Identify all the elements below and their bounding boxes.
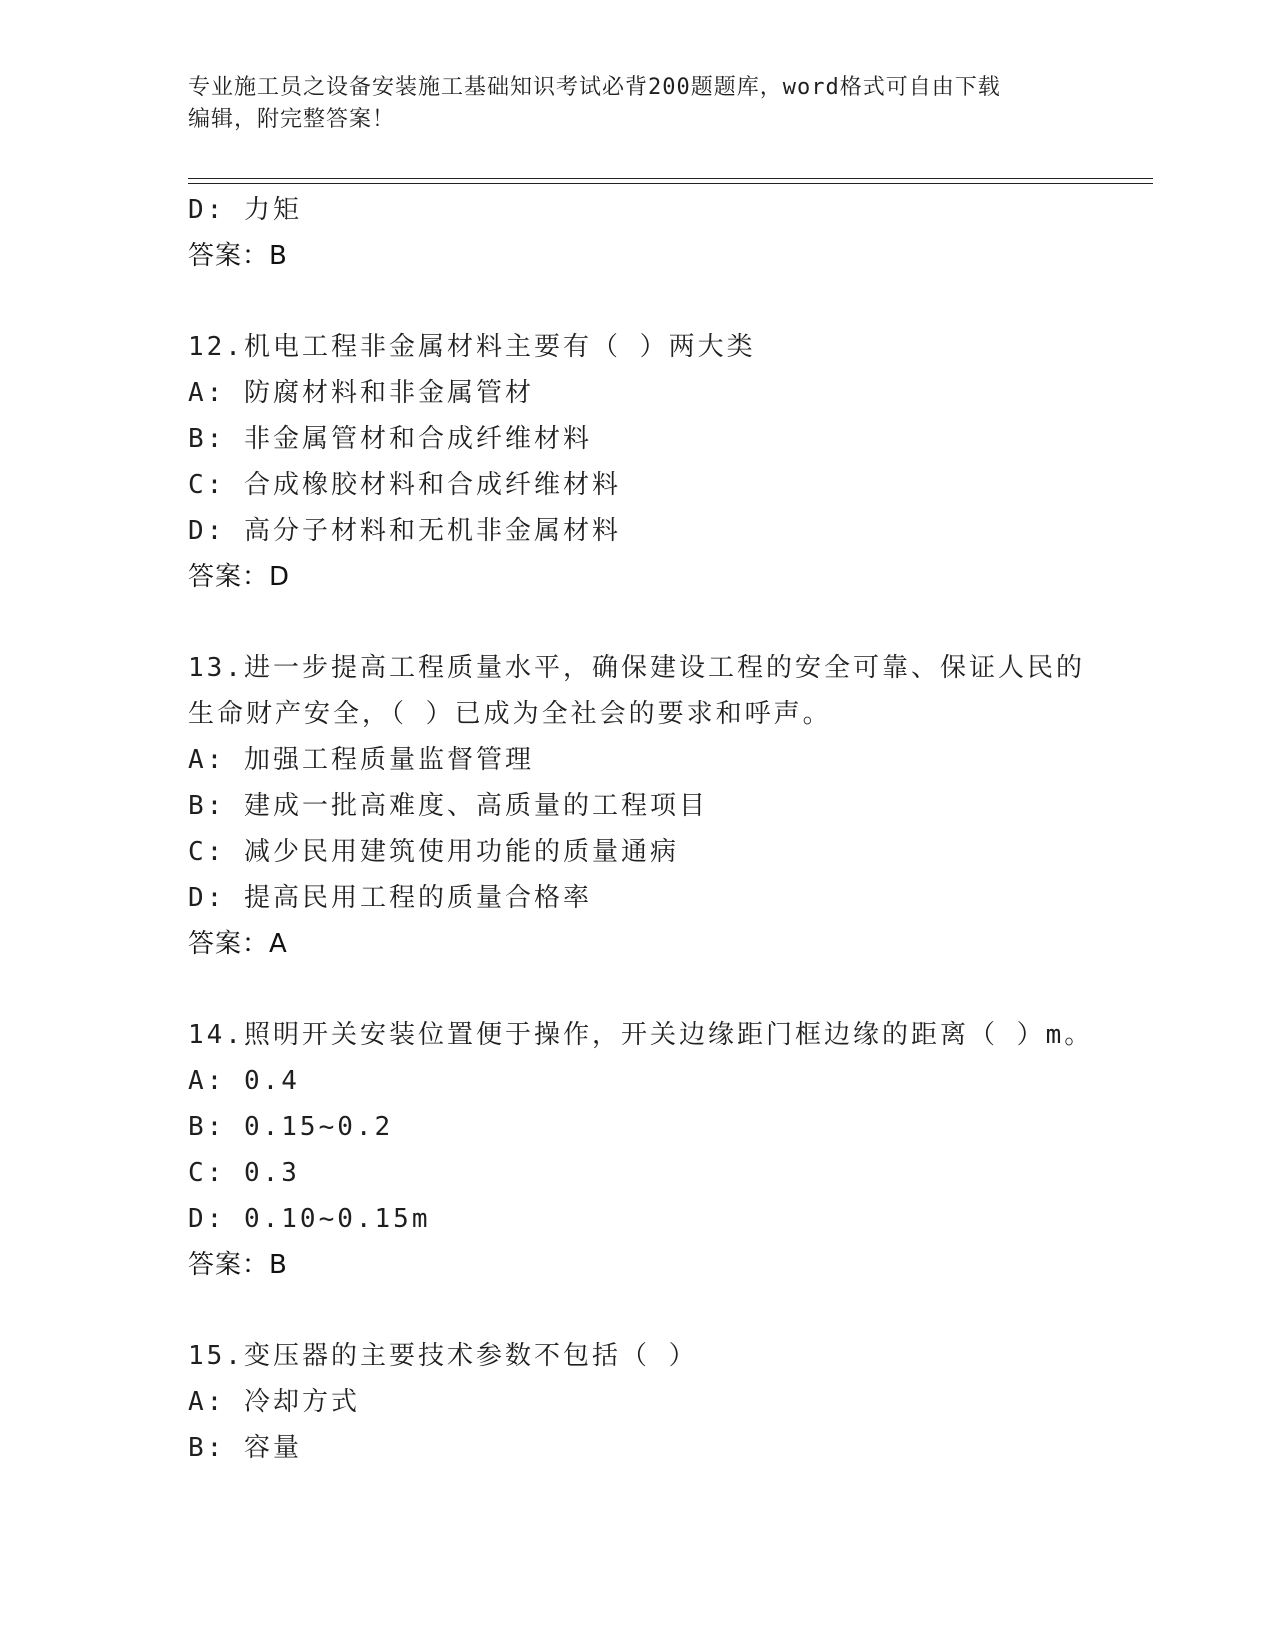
answer-line: 答案：B [188, 1250, 288, 1280]
question-text: 12.机电工程非金属材料主要有（ ）两大类 [188, 332, 756, 362]
question-12 [188, 324, 1088, 600]
option-b: B: 非金属管材和合成纤维材料 [188, 424, 592, 454]
document-header [188, 72, 1068, 136]
answer-line: 答案：D [188, 562, 291, 592]
spacer [188, 967, 1088, 1012]
question-text: 15.变压器的主要技术参数不包括（ ） [188, 1341, 698, 1371]
option-a: A: 0.4 [188, 1066, 300, 1096]
question-13 [188, 645, 1088, 967]
answer-line: 答案：B [188, 241, 288, 271]
question-14 [188, 1012, 1094, 1288]
option-d: D: 力矩 [188, 195, 302, 225]
question-text-line-2: 生命财产安全，（ ）已成为全社会的要求和呼声。 [188, 699, 832, 729]
option-c: C: 合成橡胶材料和合成纤维材料 [188, 470, 621, 500]
header-line-1: 专业施工员之设备安装施工基础知识考试必背200题题库，word格式可自由下载 [188, 75, 1001, 100]
option-b: B: 建成一批高难度、高质量的工程项目 [188, 791, 708, 821]
header-line-2: 编辑，附完整答案！ [188, 107, 396, 132]
option-d: D: 高分子材料和无机非金属材料 [188, 516, 621, 546]
option-c: C: 减少民用建筑使用功能的质量通病 [188, 837, 679, 867]
spacer [188, 600, 1088, 645]
question-text-line-1: 13.进一步提高工程质量水平，确保建设工程的安全可靠、保证人民的 [188, 653, 1085, 683]
header-divider-top [188, 178, 1153, 179]
option-a: A: 加强工程质量监督管理 [188, 745, 534, 775]
spacer [188, 1288, 1088, 1333]
previous-question-tail [188, 187, 1088, 279]
question-text: 14.照明开关安装位置便于操作，开关边缘距门框边缘的距离（ ）m。 [188, 1020, 1094, 1050]
option-a: A: 冷却方式 [188, 1387, 360, 1417]
question-15 [188, 1333, 1088, 1471]
option-b: B: 0.15~0.2 [188, 1112, 394, 1142]
spacer [188, 279, 1088, 324]
option-c: C: 0.3 [188, 1158, 300, 1188]
option-b: B: 容量 [188, 1433, 302, 1463]
header-divider-bottom [188, 183, 1153, 184]
option-d: D: 提高民用工程的质量合格率 [188, 883, 592, 913]
answer-line: 答案：A [188, 929, 288, 959]
option-d: D: 0.10~0.15m [188, 1204, 431, 1234]
question-list [188, 187, 1094, 1471]
option-a: A: 防腐材料和非金属管材 [188, 378, 534, 408]
